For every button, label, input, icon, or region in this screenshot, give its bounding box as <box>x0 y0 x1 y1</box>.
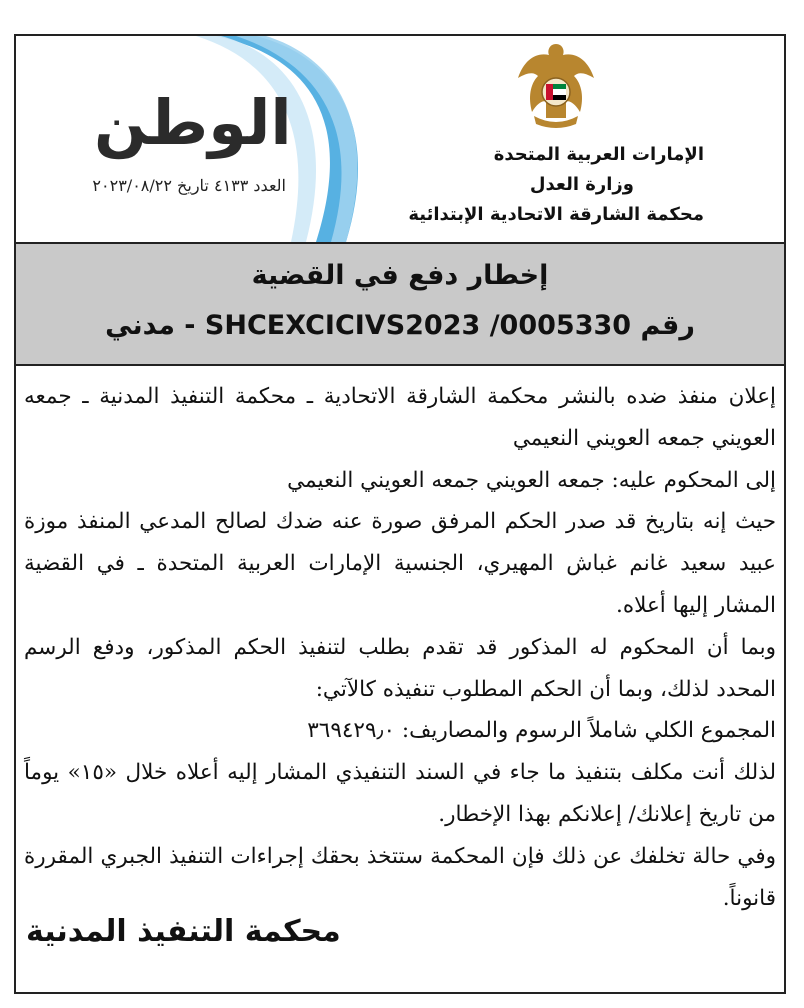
body-paragraph: المجموع الكلي شاملاً الرسوم والمصاريف: ٣٦٩٤٢٩٫٠ <box>307 718 776 744</box>
notice-frame <box>14 34 786 994</box>
body-paragraph: إعلان منفذ ضده بالنشر محكمة الشارقة الاتحادية ـ محكمة التنفيذ المدنية ـ جمعه العويني جمعه العويني النعيمي <box>24 384 776 451</box>
body-paragraph: وفي حالة تخلفك عن ذلك فإن المحكمة ستتخذ بحقك إجراءات التنفيذ الجبري المقررة قانوناً. <box>24 843 776 911</box>
notice-body <box>24 376 776 919</box>
ministry-name: وزارة العدل <box>529 174 634 195</box>
case-number: رقم SHCEXCICIVS2023 /0005330 - مدني <box>105 310 695 341</box>
notice-header <box>16 36 784 242</box>
uae-eagle-emblem-icon <box>516 38 596 130</box>
court-signature: محكمة التنفيذ المدنية <box>26 914 341 949</box>
issue-line: العدد ٤١٣٣ تاريخ ٢٠٢٣/٠٨/٢٢ <box>92 176 286 195</box>
authority-block <box>344 140 704 230</box>
body-paragraph: حيث إنه بتاريخ قد صدر الحكم المرفق صورة عنه ضدك لصالح المدعي المنفذ موزة عبيد سعيد غانم غباش المهيري، الجنسية الإمارات العربية المتحدة ـ في القضية المشار إليها أعلاه. <box>24 509 776 618</box>
notice-title: إخطار دفع في القضية <box>251 260 549 291</box>
body-paragraph: إلى المحكوم عليه: جمعه العويني جمعه العويني النعيمي <box>287 467 776 493</box>
body-paragraph: وبما أن المحكوم له المذكور قد تقدم بطلب لتنفيذ الحكم المذكور، ودفع الرسم المحدد لذلك، وبما أن الحكم المطلوب تنفيذه كالآتي: <box>24 634 776 702</box>
body-paragraph: لذلك أنت مكلف بتنفيذ ما جاء في السند التنفيذي المشار إليه أعلاه خلال «١٥» يوماً من تاريخ إعلانك/ إعلانكم بهذا الإخطار. <box>24 760 776 827</box>
country-name: الإمارات العربية المتحدة <box>493 144 704 165</box>
newspaper-logo: الوطن <box>94 86 292 159</box>
court-name: محكمة الشارقة الاتحادية الإبتدائية <box>408 204 704 225</box>
notice-title-band <box>16 242 784 366</box>
